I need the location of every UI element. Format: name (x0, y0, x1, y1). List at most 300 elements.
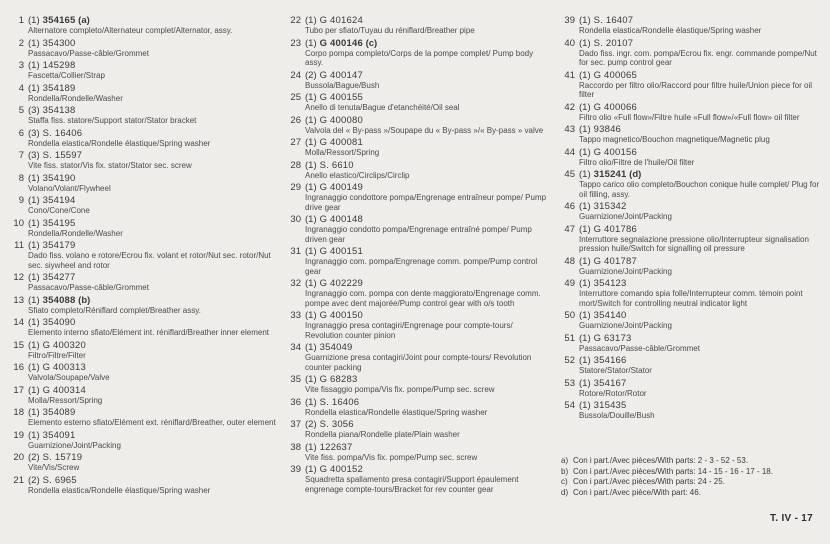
part-quantity: (1) (305, 278, 317, 289)
part-quantity: (1) (579, 37, 591, 49)
part-description: Vite fissaggio pompa/Vis fix. pompe/Pump sec. screw (305, 385, 495, 394)
part-quantity: (3) (28, 127, 40, 139)
part-number: 18 (13, 407, 24, 418)
part-header (561, 124, 823, 135)
part-header (561, 70, 823, 81)
part-entry (10, 83, 280, 104)
part-entry (561, 355, 823, 376)
part-quantity: (1) (28, 172, 40, 184)
part-number: 19 (13, 429, 24, 441)
part-quantity: (1) (305, 441, 317, 453)
part-description: Vite fiss. pompa/Vis fix. pompe/Pump sec. screw (305, 452, 478, 462)
part-code: 354277 (42, 272, 76, 283)
part-entry (561, 310, 823, 331)
part-entry (561, 169, 823, 199)
part-quantity: (1) (305, 310, 317, 321)
part-quantity: (1) (28, 294, 40, 306)
part-header (10, 150, 280, 161)
part-description: Rondella/Rondelle/Washer (28, 228, 123, 238)
part-number: 24 (290, 69, 301, 81)
part-header (287, 246, 549, 257)
part-quantity: (1) (305, 374, 317, 385)
part-quantity: (1) (28, 195, 40, 206)
part-number: 46 (564, 201, 575, 212)
part-number: 39 (290, 464, 301, 475)
part-quantity: (1) (579, 310, 591, 321)
part-quantity: (1) (305, 37, 317, 49)
part-code: S. 15597 (42, 150, 83, 161)
footnote (561, 456, 823, 467)
part-description: Passacavo/Passe-câble/Grommet (28, 48, 149, 58)
part-description: Staffa fiss. statore/Support stator/Stator bracket (28, 116, 197, 125)
part-header (561, 310, 823, 321)
part-note-ref: (b) (78, 294, 91, 306)
part-header (561, 378, 823, 389)
part-entry (561, 124, 823, 145)
part-header (10, 340, 280, 351)
part-entry (10, 362, 280, 383)
part-description: Statore/Stator/Stator (579, 366, 652, 375)
part-quantity: (1) (305, 15, 317, 26)
part-code: G 401787 (593, 255, 637, 267)
part-entry (10, 385, 280, 406)
part-entry (10, 173, 280, 194)
part-description: Elemento interno sfiato/Elément int. réniflard/Breather inner element (28, 328, 270, 337)
part-description: Guarnizione presa contagiri/Joint pour compte-tours/ Revolution counter packing (305, 353, 532, 372)
part-quantity: (1) (305, 396, 317, 408)
part-code: S. 6965 (42, 474, 77, 486)
footnote-text: Con i part./Avec pièces/With parts: 24 - 25. (573, 477, 725, 486)
part-code: G 400320 (42, 339, 86, 351)
part-quantity: (1) (579, 355, 591, 366)
part-description: Dado fiss. ingr. com. pompa/Ecrou fix. engr. commande pompe/Nut for sec. pump control gear (579, 48, 817, 67)
part-quantity: (1) (305, 342, 317, 353)
part-code: S. 20107 (593, 37, 634, 49)
part-code: G 400313 (42, 362, 86, 373)
part-number: 11 (14, 240, 24, 251)
part-header (287, 342, 549, 353)
part-entry (10, 240, 280, 270)
part-code: 354189 (42, 82, 76, 94)
part-description: Tubo per sfiato/Tuyau du réniflard/Breather pipe (305, 26, 475, 35)
part-number: 22 (290, 15, 301, 26)
part-code: G 400149 (319, 182, 363, 193)
part-code: G 402229 (319, 278, 363, 289)
part-description: Ingranaggio com. pompa/Engrenage comm. pompe/Pump control gear (305, 257, 538, 276)
part-description: Guarnizione/Joint/Packing (28, 440, 121, 450)
part-description: Rondella elastica/Rondelle élastique/Spring washer (579, 26, 762, 35)
part-header (287, 419, 549, 430)
part-number: 48 (564, 255, 575, 267)
part-number: 33 (290, 310, 301, 321)
part-header (287, 137, 549, 148)
part-entry (287, 442, 549, 463)
part-quantity: (2) (28, 474, 40, 486)
part-code: G 400066 (593, 101, 637, 113)
footnote (561, 488, 823, 499)
part-entry (287, 15, 549, 36)
part-description: Filtro/Filtre/Filter (28, 350, 86, 360)
part-entry (10, 128, 280, 149)
part-header (287, 374, 549, 385)
part-code: 354166 (593, 355, 627, 366)
part-description: Rondella piana/Rondelle plate/Plain washer (305, 430, 460, 439)
part-quantity: (1) (305, 159, 317, 171)
part-code: G 400080 (319, 114, 363, 126)
part-header (10, 475, 280, 486)
part-entry (287, 246, 549, 276)
part-header (10, 218, 280, 229)
part-description: Guarnizione/Joint/Packing (579, 266, 672, 276)
part-header (10, 83, 280, 94)
part-quantity: (2) (305, 69, 317, 81)
part-note-ref: (a) (78, 15, 90, 26)
part-entry (287, 419, 549, 440)
footnote-text: Con i part./Avec pièce/With part: 46. (573, 487, 701, 497)
part-header (561, 147, 823, 158)
part-entry (287, 137, 549, 158)
footnote (561, 467, 823, 478)
part-header (561, 400, 823, 411)
part-code: 354167 (593, 377, 627, 389)
part-code: G 400155 (319, 92, 363, 103)
part-entry (561, 378, 823, 399)
part-description: Ingranaggio com. pompa con dente maggiorato/Engrenage comm. pompe avec dent majorée/Pump control gear with o/s tooth (305, 289, 541, 308)
part-header (287, 160, 549, 171)
part-code: 354194 (42, 195, 76, 206)
part-entry (561, 147, 823, 168)
footnote-letter: a) (561, 456, 569, 465)
part-code: 93846 (593, 124, 622, 135)
part-code: 354091 (42, 429, 76, 441)
part-quantity: (1) (28, 60, 40, 71)
part-code: G 400152 (319, 464, 363, 475)
part-header (561, 333, 823, 344)
part-number: 9 (18, 195, 24, 206)
part-header (287, 115, 549, 126)
part-code: 145298 (42, 60, 76, 71)
part-number: 2 (18, 37, 24, 49)
part-number: 21 (13, 474, 24, 486)
part-code: 122637 (319, 441, 353, 453)
part-description: Corpo pompa completo/Corps de la pompe complet/ Pump body assy. (305, 48, 534, 67)
part-quantity: (1) (28, 362, 40, 373)
part-number: 4 (18, 82, 24, 94)
part-description: Tappo carico olio completo/Bouchon conique huile complet/ Plug for oil filling, assy. (579, 180, 820, 199)
part-header (10, 385, 280, 396)
part-quantity: (1) (579, 332, 591, 344)
part-code: 354089 (42, 407, 76, 418)
part-entry (561, 201, 823, 222)
part-number: 23 (290, 37, 301, 49)
part-code: G 68283 (319, 374, 358, 385)
parts-column-2 (287, 15, 549, 496)
footnote-text: Con i part./Avec pièces/With parts: 14 - 15 - 16 - 17 - 18. (573, 466, 773, 476)
part-number: 20 (13, 452, 24, 463)
part-code: G 401624 (319, 15, 363, 26)
part-entry (287, 374, 549, 395)
part-quantity: (1) (305, 92, 317, 103)
part-quantity: (1) (579, 223, 591, 235)
part-description: Guarnizione/Joint/Packing (579, 212, 672, 221)
footnote-letter: b) (561, 466, 569, 476)
part-description: Interruttore segnalazione pressione olio/Interrupteur signalisation pression huile/Switch for signalling oil pressure (579, 234, 809, 253)
part-number: 29 (290, 182, 301, 193)
part-description: Rondella elastica/Rondelle élastique/Spring washer (28, 138, 211, 148)
part-code: 315241 (593, 169, 627, 180)
part-number: 32 (290, 278, 301, 289)
part-quantity: (1) (305, 214, 317, 225)
part-description: Vite/Vis/Screw (28, 463, 80, 472)
part-header (10, 173, 280, 184)
part-quantity: (1) (28, 339, 40, 351)
footnote-letter: c) (561, 477, 568, 486)
part-code: G 400146 (319, 37, 363, 49)
part-number: 44 (564, 146, 575, 158)
part-entry (10, 475, 280, 496)
part-entry (287, 278, 549, 308)
part-entry (10, 295, 280, 316)
part-code: G 400065 (593, 69, 637, 81)
part-entry (10, 105, 280, 126)
part-number: 41 (564, 69, 575, 81)
part-description: Valvola/Soupape/Valve (28, 373, 110, 382)
part-code: G 401786 (593, 223, 637, 235)
part-description: Molla/Ressort/Spring (305, 148, 380, 157)
part-entry (561, 38, 823, 68)
part-entry (10, 340, 280, 361)
part-number: 14 (13, 317, 24, 328)
part-header (287, 70, 549, 81)
part-entry (561, 15, 823, 36)
part-number: 17 (13, 384, 24, 396)
part-entry (561, 333, 823, 354)
part-header (287, 397, 549, 408)
part-header (10, 240, 280, 251)
part-entry (10, 452, 280, 473)
part-quantity: (1) (305, 114, 317, 126)
part-number: 37 (290, 419, 301, 430)
part-entry (287, 464, 549, 494)
part-code: 354195 (42, 217, 76, 229)
part-header (287, 15, 549, 26)
part-header (561, 169, 823, 180)
part-number: 5 (18, 105, 24, 116)
part-header (561, 102, 823, 113)
part-number: 45 (564, 169, 575, 180)
part-quantity: (1) (28, 317, 40, 328)
part-code: 315435 (593, 400, 627, 411)
part-header (287, 38, 549, 49)
part-number: 47 (564, 223, 575, 235)
part-code: S. 6610 (319, 159, 354, 171)
part-quantity: (1) (579, 377, 591, 389)
part-quantity: (1) (28, 217, 40, 229)
part-description: Interruttore comando spia folle/Interrupteur comm. témoin point mort/Switch for controlling neutral indicator light (579, 289, 803, 308)
part-entry (10, 218, 280, 239)
part-number: 36 (290, 396, 301, 408)
part-code: 354300 (42, 37, 76, 49)
part-quantity: (1) (579, 124, 591, 135)
footnote (561, 477, 823, 488)
part-entry (10, 317, 280, 338)
part-number: 43 (564, 124, 575, 135)
part-number: 52 (564, 355, 575, 366)
part-description: Rondella elastica/Rondelle élastique/Spring washer (305, 407, 488, 417)
part-description: Guarnizione/Joint/Packing (579, 321, 672, 330)
part-code: 354165 (42, 15, 76, 26)
part-description: Ingranaggio condotto pompa/Engrenage entraîné pompe/ Pump driven gear (305, 225, 532, 244)
part-entry (561, 224, 823, 254)
part-entry (10, 430, 280, 451)
part-number: 6 (18, 127, 24, 139)
part-code: G 63173 (593, 332, 632, 344)
part-description: Filtro olio «Full flow»/Filtre huile «Full flow»/«Full flow» oil filter (579, 112, 800, 122)
part-number: 27 (290, 137, 301, 148)
footnote-letter: d) (561, 487, 569, 497)
part-description: Alternatore completo/Alternateur complet/Alternator, assy. (28, 26, 233, 35)
part-header (561, 15, 823, 26)
part-code: S. 16406 (319, 396, 360, 408)
page-reference: T. IV - 17 (770, 513, 814, 524)
part-number: 1 (18, 15, 24, 26)
part-entry (10, 38, 280, 59)
part-entry (10, 60, 280, 81)
part-header (10, 452, 280, 463)
part-entry (561, 256, 823, 277)
part-number: 51 (564, 332, 575, 344)
part-quantity: (1) (579, 169, 591, 180)
part-entry (10, 150, 280, 171)
part-quantity: (2) (28, 452, 40, 463)
part-code: S. 16407 (593, 15, 634, 26)
part-quantity: (1) (305, 137, 317, 148)
part-entry (10, 272, 280, 293)
part-header (561, 256, 823, 267)
part-description: Vite fiss. stator/Vis fix. stator/Stator sec. screw (28, 161, 192, 170)
part-entry (287, 310, 549, 340)
part-quantity: (1) (28, 384, 40, 396)
part-header (10, 38, 280, 49)
part-entry (287, 342, 549, 372)
part-quantity: (1) (28, 82, 40, 94)
parts-column-3 (561, 15, 823, 423)
part-code: G 400156 (593, 146, 637, 158)
part-quantity: (1) (28, 407, 40, 418)
part-quantity: (1) (579, 15, 591, 26)
part-header (287, 278, 549, 289)
part-entry (10, 407, 280, 428)
part-header (10, 407, 280, 418)
part-header (10, 295, 280, 306)
part-header (10, 362, 280, 373)
part-quantity: (1) (579, 101, 591, 113)
part-code: 354138 (42, 105, 76, 116)
part-number: 10 (13, 217, 24, 229)
part-number: 8 (18, 172, 24, 184)
part-number: 7 (18, 150, 24, 161)
footnotes (561, 456, 823, 498)
part-code: G 400150 (319, 310, 363, 321)
part-code: G 400148 (319, 214, 363, 225)
part-header (287, 92, 549, 103)
part-description: Dado fiss. volano e rotore/Ecrou fix. volant et rotor/Nut sec. rotor/Nut sec. siywheel and rotor (28, 251, 271, 270)
part-number: 16 (13, 362, 24, 373)
part-description: Ingranaggio presa contagiri/Engrenage pour compte-tours/ Revolution counter pinion (305, 321, 513, 340)
part-number: 38 (290, 441, 301, 453)
part-description: Fascetta/Collier/Strap (28, 71, 105, 80)
part-entry (561, 278, 823, 308)
part-description: Tappo magnetico/Bouchon magnetique/Magnetic plug (579, 135, 770, 144)
part-entry (561, 102, 823, 123)
part-header (287, 214, 549, 225)
part-quantity: (1) (28, 272, 40, 283)
part-note-ref: (d) (629, 169, 642, 180)
footnote-text: Con i part./Avec pièces/With parts: 2 - 3 - 52 - 53. (573, 456, 749, 465)
part-header (561, 224, 823, 235)
part-code: 354090 (42, 317, 76, 328)
parts-column-1 (10, 15, 280, 497)
part-header (561, 278, 823, 289)
part-header (10, 60, 280, 71)
part-number: 39 (564, 15, 575, 26)
part-description: Bussola/Bague/Bush (305, 80, 380, 90)
part-quantity: (3) (28, 105, 40, 116)
part-header (561, 201, 823, 212)
part-code: G 400151 (319, 246, 363, 257)
part-entry (287, 160, 549, 181)
part-description: Sfiato completo/Réniflard complet/Breather assy. (28, 305, 201, 315)
part-quantity: (1) (579, 146, 591, 158)
part-description: Bussola/Douille/Bush (579, 411, 655, 420)
part-header (287, 310, 549, 321)
part-entry (287, 92, 549, 113)
part-number: 13 (13, 294, 24, 306)
part-header (10, 272, 280, 283)
part-number: 25 (290, 92, 301, 103)
part-code: 354049 (319, 342, 353, 353)
part-number: 49 (564, 278, 575, 289)
part-code: G 400081 (319, 137, 363, 148)
part-header (10, 128, 280, 139)
part-entry (287, 38, 549, 68)
part-code: G 400314 (42, 384, 86, 396)
part-number: 3 (18, 60, 24, 71)
part-description: Molla/Ressort/Spring (28, 395, 103, 405)
part-number: 53 (564, 377, 575, 389)
part-description: Raccordo per filtro olio/Raccord pour filtre huile/Union piece for oil filter (579, 80, 812, 99)
part-description: Rondella elastica/Rondelle élastique/Spring washer (28, 485, 211, 495)
part-number: 15 (13, 339, 24, 351)
part-description: Filtro olio/Filtre de l'huile/Oil filter (579, 157, 695, 167)
part-entry (287, 397, 549, 418)
part-number: 30 (290, 214, 301, 225)
part-header (287, 182, 549, 193)
part-description: Rondella/Rondelle/Washer (28, 93, 123, 103)
part-code: S. 3056 (319, 419, 354, 430)
part-number: 34 (290, 342, 301, 353)
part-description: Anello elastico/Circlips/Circlip (305, 170, 410, 180)
part-number: 35 (290, 374, 301, 385)
part-entry (287, 182, 549, 212)
part-code: 354140 (593, 310, 627, 321)
part-number: 31 (290, 246, 301, 257)
part-number: 40 (564, 37, 575, 49)
part-code: S. 16406 (42, 127, 83, 139)
part-quantity: (1) (28, 37, 40, 49)
part-code: 354190 (42, 172, 76, 184)
part-quantity: (3) (28, 150, 40, 161)
